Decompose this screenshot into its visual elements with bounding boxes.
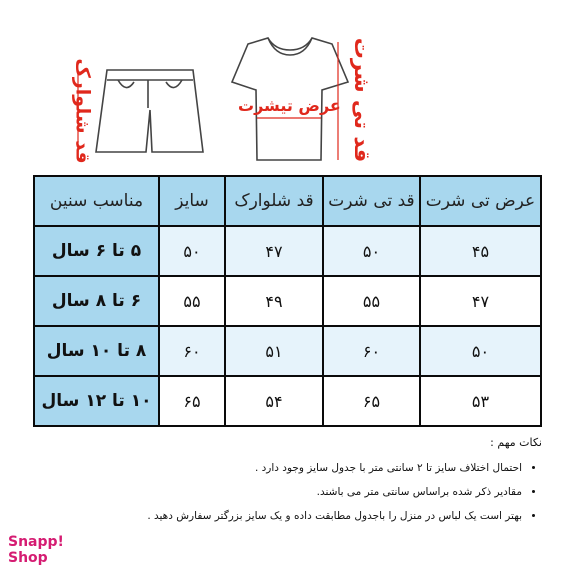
header-tshirt-width: عرض تی شرت — [420, 176, 541, 226]
header-tshirt-length: قد تی شرت — [323, 176, 420, 226]
cell-tshirt-width: ۴۵ — [420, 226, 541, 276]
logo-line-2: Shop — [8, 550, 48, 566]
header-shorts-length: قد شلوارک — [225, 176, 323, 226]
tshirt-length-label: قد تی شرت — [350, 37, 375, 163]
notes-list — [42, 461, 542, 523]
cell-size: ۵۵ — [159, 276, 225, 326]
header-age-range: مناسب سنین — [34, 176, 159, 226]
size-table — [33, 175, 542, 427]
cell-tshirt-width: ۵۰ — [420, 326, 541, 376]
cell-size: ۵۰ — [159, 226, 225, 276]
cell-age-range: ۱۰ تا ۱۲ سال — [34, 376, 159, 426]
cell-tshirt-length: ۵۰ — [323, 226, 420, 276]
cell-tshirt-width: ۴۷ — [420, 276, 541, 326]
table-row — [34, 376, 541, 426]
snappshop-logo — [8, 534, 68, 572]
cell-shorts-length: ۴۹ — [225, 276, 323, 326]
cell-age-range: ۸ تا ۱۰ سال — [34, 326, 159, 376]
shorts-icon — [96, 70, 203, 152]
shorts-length-label: قد شلوارک — [71, 58, 94, 164]
table-row — [34, 226, 541, 276]
cell-shorts-length: ۵۱ — [225, 326, 323, 376]
table-header-row — [34, 176, 541, 226]
header-size: سایز — [159, 176, 225, 226]
cell-size: ۶۰ — [159, 326, 225, 376]
cell-tshirt-width: ۵۳ — [420, 376, 541, 426]
cell-age-range: ۵ تا ۶ سال — [34, 226, 159, 276]
cell-tshirt-length: ۶۵ — [323, 376, 420, 426]
notes-section — [42, 436, 542, 533]
cell-age-range: ۶ تا ۸ سال — [34, 276, 159, 326]
cell-size: ۶۵ — [159, 376, 225, 426]
note-item: • بهتر است یک لباس در منزل را باجدول مطابقت داده و یک سایز بزرگتر سفارش دهید . — [42, 509, 522, 523]
cell-tshirt-length: ۵۵ — [323, 276, 420, 326]
note-item: • مقادیر ذکر شده براساس سانتی متر می باشند. — [42, 485, 522, 499]
tshirt-width-label: عرض تیشرت — [238, 96, 341, 115]
cell-tshirt-length: ۶۰ — [323, 326, 420, 376]
logo-line-1: Snapp! — [8, 534, 64, 550]
table-row — [34, 276, 541, 326]
cell-shorts-length: ۵۴ — [225, 376, 323, 426]
cell-shorts-length: ۴۷ — [225, 226, 323, 276]
table-row — [34, 326, 541, 376]
note-item: • احتمال اختلاف سایز تا ۲ سانتی متر با جدول سایز وجود دارد . — [42, 461, 522, 475]
notes-title: نکات مهم : — [490, 436, 542, 449]
